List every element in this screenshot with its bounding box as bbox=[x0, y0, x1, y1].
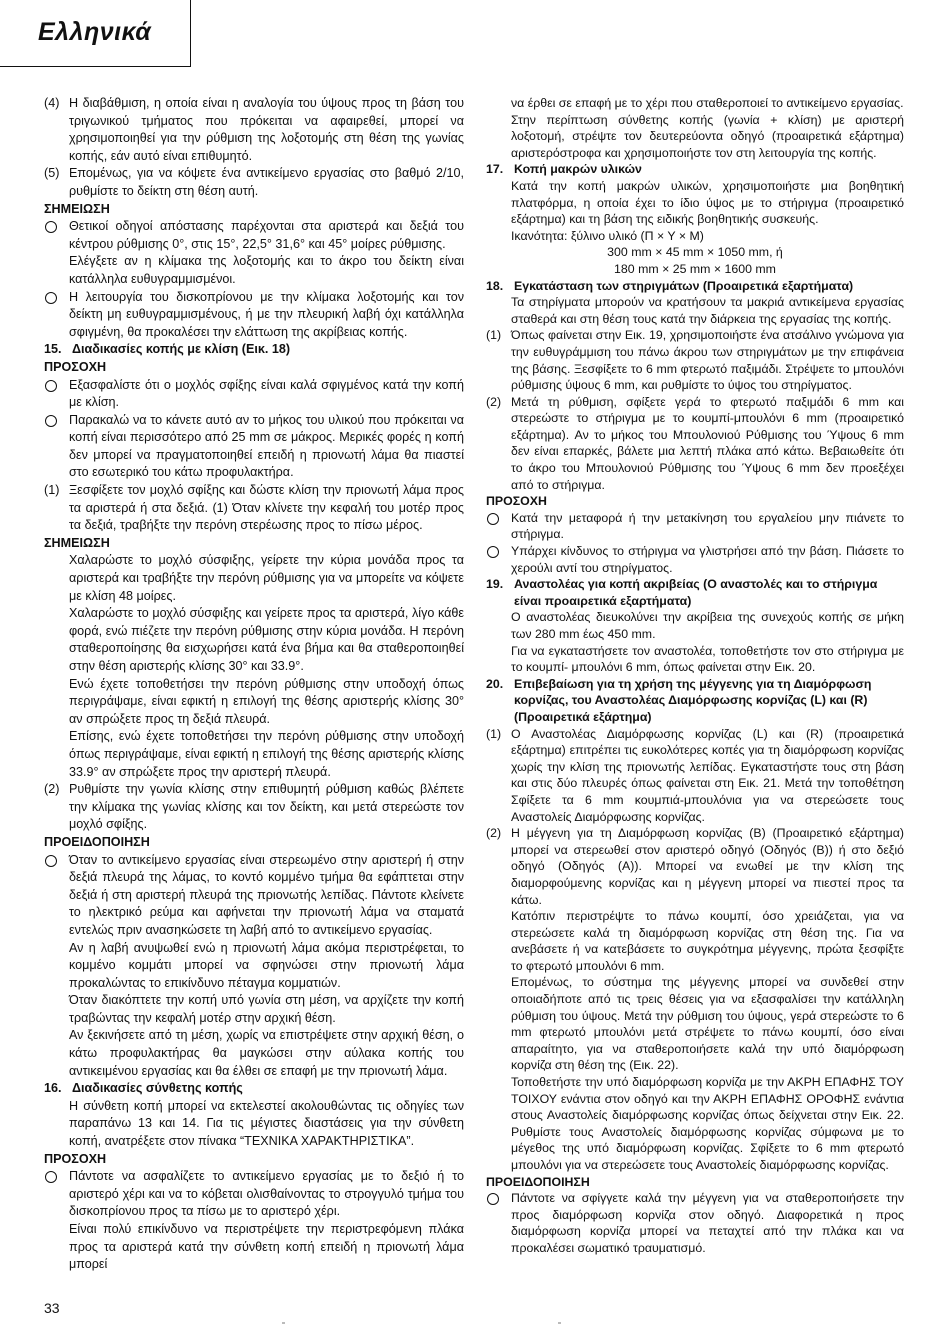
paragraph: Ενώ έχετε τοποθετήσει την περόνη ρύθμισης στην υποδοχή όπως περιγράψαμε, είναι εφικτή η επιλογή της θέσης αριστερής κλίσης 30° αν σπρώξετε προς τη δεξιά πλευρά. bbox=[69, 676, 464, 726]
paragraph: Επομένως, το σύστημα της μέγγενης μπορεί να συνδεθεί στην οποιαδήποτε από τις τρεις θέσεις για να εξασφαλίσει την κατάλληλη ρύθμιση του ύψους. Μετά την ρύθμιση του ύψους, γερά στερεώστε το 6 mm φτερωτό μπουλόνι μετά στρέψετε το πάνω κουμπί, όσο είναι απαραίτητο, για να σταθεροποιήσετε καλά την υπό διαμόρφωση κορνίζα στη θέση της (Εικ. 22). bbox=[511, 975, 904, 1073]
paragraph: Χαλαρώστε το μοχλό σύσφιξης και γείρετε προς τα αριστερά, λίγο κάθε φορά, ενώ πιέζετε την περόνη ρύθμισης στην κύρια μονάδα. Η περόνη σταθεροποίησης θα εισχωρήσει κατά ένα βήμα και θα σταθεροποιηθεί στην θέση αριστερής κλίσης 30° και 33.9°. bbox=[69, 606, 464, 673]
circle-bullet-icon bbox=[45, 415, 57, 427]
paragraph: Ο αναστολέας διευκολύνει την ακρίβεια της συνεχούς κοπής σε μήκη των 280 mm έως 450 mm. bbox=[511, 610, 904, 641]
circle-bullet-icon bbox=[45, 1171, 57, 1183]
paragraph: Κατόπιν περιστρέψτε το πάνω κουμπί, όσο χρειάζεται, για να στερεώσετε καλά τη διαμόρφωση κορνίζας στη θέση της. Για να ανεβάσετε ή να κατεβάσετε το συγκρότημα μέγγενης, πρώτα ξεσφίξτε το φτερωτό μπουλόνι 6 mm. bbox=[511, 909, 904, 973]
paragraph: Όταν διακόπτετε την κοπή υπό γωνία στη μέση, να αρχίζετε την κοπή τραβώντας την κεφαλή μοτέρ στην αρχική θέση. bbox=[69, 993, 464, 1025]
numbered-item bbox=[486, 726, 904, 826]
item-number: (2) bbox=[486, 826, 502, 841]
item-text: Διαδικασίες κοπής με κλίση (Εικ. 18) bbox=[72, 342, 291, 357]
numbered-item bbox=[44, 95, 464, 165]
item-text: Αναστολέας για κοπή ακριβείας (Ο αναστολές και το στήριγμα είναι προαιρετικά εξαρτήματα) bbox=[514, 577, 878, 608]
section-heading bbox=[44, 1080, 464, 1098]
numbered-item bbox=[486, 327, 904, 393]
item-text: Εγκατάσταση των στηριγμάτων (Προαιρετικά εξαρτήματα) bbox=[514, 278, 854, 293]
label-heading: ΠΡΟΣΟΧΗ bbox=[44, 359, 107, 374]
paragraph: Είναι πολύ επικίνδυνο να περιστρέψετε την περιστρεφόμενη πλάκα προς τα αριστερά κατά την σύνθετη κοπή επειδή η πριονωτή λάμα μπορεί bbox=[69, 1222, 464, 1272]
item-text: Η μέγγενη για τη Διαμόρφωση κορνίζας (B) (Προαιρετικό εξάρτημα) μπορεί να στερεωθεί στον αριστερό οδηγό (Οδηγός (B)) ή στο δεξιό οδηγό (Οδηγός (A)). Μπορεί να ενωθεί με την κλίση της διαμορφούμενης κορνίζας και η μέγγενη μπορεί να πιεστεί προς τα κάτω. bbox=[511, 826, 904, 907]
item-text: Ρυθμίστε την γωνία κλίσης στην επιθυμητή ρύθμιση καθώς βλέπετε την κλίμακα της γωνίας κλίσης και τον δείκτη, και μετά στερεώστε τον μοχλό σφίξης. bbox=[69, 782, 464, 832]
item-text: Ο Αναστολέας Διαμόρφωσης κορνίζας (L) και (R) (προαιρετικά εξάρτημα) επιτρέπει τις ευκολότερες κοπές για τη διαμόρφωση κορνίζας χωρίς την κλίση της πριονωτής λεπίδας. Εγκαταστήστε τους στη βάση και στις δύο πλευρές όπως φαίνεται στη Εικ. 21. Μετά την τοποθέτηση Σφίξετε τα 6 mm κουμπιά-μπουλόνια για να στερεώσετε τους Αναστολείς Διαμόρφωσης κορνίζας. bbox=[511, 726, 904, 824]
bullet-item bbox=[486, 1190, 904, 1256]
item-text: Η διαβάθμιση, η οποία είναι η αναλογία του ύψους προς τη βάση του τριγωνικού τμήματος που πρόκειται να αφαιρεθεί, μπορεί να χρησιμοποιηθεί για την ρύθμιση της λοξοτομής στη θέση της γωνίας κοπής, εάν αυτό είναι επιθυμητό. bbox=[69, 96, 464, 163]
paragraph: Αν ξεκινήσετε από τη μέση, χωρίς να επιστρέψετε στην αρχική θέση, ο κάτω προφυλακτήρας θα μαγκώσει στην αύλακα κοπής του αντικειμένου εργασίας και θα έλθει σε επαφή με την πριονωτή λάμα. bbox=[69, 1028, 464, 1078]
paragraph: Επίσης, ενώ έχετε τοποθετήσει την περόνη ρύθμισης στην υποδοχή όπως περιγράψαμε, είναι εφικτή η επιλογή της θέσης αριστερής κλίσης 33.9° αν σπρώξετε προς την αριστερή πλευρά. bbox=[69, 729, 464, 779]
numbered-item bbox=[486, 825, 904, 908]
item-text: Επιβεβαίωση για τη χρήση της μέγγενης για τη Διαμόρφωση κορνίζας, του Αναστολέας Διαμόρφωσης κορνίζας (L) και (R) (Προαιρετικά εξάρτημα) bbox=[514, 676, 872, 724]
bullet-item bbox=[486, 543, 904, 576]
paragraph: Στην περίπτωση σύνθετης κοπής (γωνία + κλίση) με αριστερή λοξοτομή, στρέψτε τον δευτερεύοντα οδηγό (προαιρετικά εξάρτημα) αριστερόστροφα και χρησιμοποιήστε τον στη λειτουργία της κοπής. bbox=[511, 112, 904, 160]
bullet-item bbox=[44, 289, 464, 342]
bullet-text: Όταν το αντικείμενο εργασίας είναι στερεωμένο στην αριστερή ή στην δεξιά πλευρά της λάμας, το κοντό κομμένο τμήμα θα εφάπτεται στην δεξιά ή στη αριστερή πλευρά της πριονωτής λεπίδας. Πάντοτε κλείνετε το ηλεκτρικό ρεύμα και αφήνεται την πριονωτή λάμα να σταματά εντελώς πριν ανασηκώσετε τη λαβή από το αντικείμενο εργασίας. bbox=[69, 852, 464, 937]
item-text: Όπως φαίνεται στην Εικ. 19, χρησιμοποιήστε ένα ατσάλινο γνώμονα για την ευθυγράμμιση του πάνω άκρου των στηριγμάτων με την επιφάνεια της βάσης. Ξεσφίξετε το 6 mm φτερωτό παξιμάδι. Στρέψετε το μπουλόνι ρύθμισης ύψους 6 mm, και ρυθμίστε το ύψος του στηρίγματος. bbox=[511, 328, 904, 393]
bullet-text: Κατά την μεταφορά ή την μετακίνηση του εργαλείου μην πιάνετε το στήριγμα. bbox=[511, 510, 904, 542]
bullet-text: Πάντοτε να σφίγγετε καλά την μέγγενη για να σταθεροποιήσετε την προς διαμόρφωση κορνίζα στον οδηγό. Διαφορετικά η προς διαμόρφωση κορνίζα μπορεί να πεταχτεί από την πλάκα και να προκαλέσει σωματικό τραυματισμό. bbox=[511, 1191, 904, 1255]
section-heading bbox=[44, 341, 464, 359]
item-number: 19. bbox=[486, 577, 504, 592]
bullet-item bbox=[44, 218, 464, 253]
circle-bullet-icon bbox=[45, 292, 57, 304]
bullet-text: Υπάρχει κίνδυνος το στήριγμα να γλιστρήσει από την βάση. Πιάσετε το χερούλι αντί του στηρίγματος. bbox=[511, 544, 904, 575]
paragraph: Κατά την κοπή μακρών υλικών, χρησιμοποιήστε μια βοηθητική πλατφόρμα, η οποία έχει το ίδιο ύψος με το στήριγμα (προαιρετικό εξάρτημα) και τη βάση της ειδικής βοηθητικής συσκευής. bbox=[511, 178, 904, 227]
paragraph: Ελέγξετε αν η κλίμακα της λοξοτομής και το άκρο του δείκτη είναι κατάλληλα ευθυγραμμισμένοι. bbox=[69, 254, 464, 286]
item-number: 17. bbox=[486, 162, 504, 177]
item-text: Διαδικασίες σύνθετης κοπής bbox=[72, 1081, 243, 1096]
bullet-item bbox=[44, 852, 464, 940]
paragraph: Χαλαρώστε το μοχλό σύσφιξης, γείρετε την κύρια μονάδα προς τα αριστερά και τραβήξτε την περόνη ρύθμισης για να μπορείτε να κόψετε με κλίση 48 μοίρες. bbox=[69, 553, 464, 603]
item-text: Ξεσφίξετε τον μοχλό σφίξης και δώστε κλίση την πριονωτή λάμα προς τα αριστερά ή στα δεξιά. (1) Όταν κλίνετε την κεφαλή του μοτέρ προς τα δεξιά, τραβήξτε την περόνη στερέωσης προς το πίσω μέρος. bbox=[69, 483, 464, 533]
section-heading bbox=[486, 161, 904, 178]
right-column bbox=[486, 95, 904, 1257]
crop-mark bbox=[282, 1322, 285, 1324]
section-heading bbox=[486, 278, 904, 295]
paragraph: Ικανότητα: ξύλινο υλικό (Π × Υ × Μ) bbox=[511, 228, 704, 243]
item-number: (2) bbox=[486, 394, 502, 409]
paragraph: Τοποθετήστε την υπό διαμόρφωση κορνίζα με την ΑΚΡΗ ΕΠΑΦΗΣ ΤΟΥ ΤΟΙΧΟΥ ενάντια στον οδηγό και την ΑΚΡΗ ΕΠΑΦΗΣ ΟΡΟΦΗΣ ενάντια στους Αναστολείς διαμόρφωσης κορνίζας όπως δείχνεται στην Εικ. 22. Ρυθμίστε τους Αναστολείς διαμόρφωσης κορνίζας σύμφωνα με το μέγεθος της υπό διαμόρφωση κορνίζας. Σφίξετε το 6 mm φτερωτό μπουλόνι για να στερεώσετε τους Αναστολείς διαμόρφωσης κορνίζας. bbox=[511, 1075, 904, 1172]
circle-bullet-icon bbox=[487, 513, 499, 525]
paragraph: Τα στηρίγματα μπορούν να κρατήσουν τα μακριά αντικείμενα εργασίας σταθερά και στη θέση τους κατά την διάρκεια της εργασίας της κοπής. bbox=[511, 295, 904, 326]
numbered-item bbox=[486, 394, 904, 494]
bullet-item bbox=[44, 412, 464, 482]
circle-bullet-icon bbox=[487, 546, 499, 558]
dimension-line: 300 mm × 45 mm × 1050 mm, ή bbox=[607, 245, 783, 260]
item-number: 16. bbox=[44, 1081, 62, 1096]
circle-bullet-icon bbox=[45, 221, 57, 233]
section-heading bbox=[486, 676, 904, 726]
crop-mark bbox=[558, 1322, 561, 1324]
label-heading: ΠΡΟΣΟΧΗ bbox=[44, 1151, 107, 1166]
label-heading: ΠΡΟΕΙΔΟΠΟΙΗΣΗ bbox=[44, 834, 150, 849]
bullet-text: Παρακαλώ να το κάνετε αυτό αν το μήκος του υλικού που πρόκειται να κοπή είναι περισσότερο από 25 mm σε μάκρος. Μερικές φορές η κοπή δεν μπορεί να πραγματοποιηθεί επειδή η πριονωτή λάμα θα πιαστεί στο εσωτερικό του κάτω προφυλακτήρα. bbox=[69, 412, 464, 480]
bullet-item bbox=[44, 377, 464, 412]
item-text: Κοπή μακρών υλικών bbox=[514, 162, 642, 177]
paragraph: να έρθει σε επαφή με το χέρι που σταθεροποιεί το αντικείμενο εργασίας. bbox=[511, 96, 904, 110]
item-text: Επομένως, για να κόψετε ένα αντικείμενο εργασίας στο βαθμό 2/10, ρυθμίστε το δείκτη στη θέση αυτή. bbox=[69, 166, 464, 198]
label-heading: ΠΡΟΕΙΔΟΠΟΙΗΣΗ bbox=[486, 1174, 590, 1189]
item-number: (5) bbox=[44, 166, 60, 181]
label-heading: ΣΗΜΕΙΩΣΗ bbox=[44, 535, 110, 550]
paragraph: Για να εγκαταστήσετε τον αναστολέα, τοποθετήστε τον στο στήριγμα με το κουμπί- μπουλόνι 6 mm, όπως φαίνεται στην Εικ. 20. bbox=[511, 643, 904, 675]
left-column bbox=[44, 95, 464, 1274]
circle-bullet-icon bbox=[45, 855, 57, 867]
circle-bullet-icon bbox=[45, 380, 57, 392]
label-heading: ΠΡΟΣΟΧΗ bbox=[486, 494, 547, 509]
item-number: (1) bbox=[44, 483, 60, 498]
item-number: (4) bbox=[44, 96, 60, 110]
item-number: 18. bbox=[486, 278, 504, 293]
bullet-item bbox=[486, 510, 904, 543]
paragraph: Αν η λαβή ανυψωθεί ενώ η πριονωτή λάμα ακόμα περιστρέφεται, το κομμένο κομμάτι μπορεί να σφηνώσει στην πριονωτή λάμα προκαλώντας το επικίνδυνο πέταγμα κομματιών. bbox=[69, 940, 464, 990]
bullet-text: Θετικοί οδηγοί απόστασης παρέχονται στα αριστερά και δεξιά του κέντρου ρύθμισης 0°, στις 15°, 22,5° 31,6° και 45° μοίρες ρύθμισης. bbox=[69, 219, 464, 251]
numbered-item bbox=[44, 482, 464, 535]
bullet-text: Η λειτουργία του δισκοπρίονου με την κλίμακα λοξοτομής και τον δείκτη μη ευθυγραμμισμένους, ή με την πλευρική λαβή όχι κατάλληλα σφιγμένη, θα προκαλέσει την ελάττωση της ακρίβειας κοπής. bbox=[69, 289, 464, 339]
item-number: (1) bbox=[486, 726, 502, 741]
numbered-item bbox=[44, 781, 464, 834]
item-text: Μετά τη ρύθμιση, σφίξετε γερά το φτερωτό παξιμάδι 6 mm και στερεώστε το στήριγμα με το κουμπί-μπουλόνι 6 mm (προαιρετικό εξάρτημα). Αν το μήκος του Μπουλονιού Ρύθμισης του Ύψους 6 mm δεν είναι επαρκές, βάλετε μια λεπτή πλάκα από κάτω. Βεβαιωθείτε ότι το άκρο του Μπουλονιού Ρύθμισης του Ύψους 6 mm δεν προεξέχει από το στήριγμα. bbox=[511, 394, 904, 492]
bullet-item bbox=[44, 1168, 464, 1221]
bullet-text: Πάντοτε να ασφαλίζετε το αντικείμενο εργασίας με το δεξιό ή το αριστερό χέρι και να το κόβεται ολισθαίνοντας το στρογγυλό τμήμα του δισκοπρίονου προς τα πίσω με το αριστερό χέρι. bbox=[69, 1169, 464, 1219]
language-label: Ελληνικά bbox=[38, 18, 152, 46]
item-number: 15. bbox=[44, 342, 62, 357]
paragraph: Η σύνθετη κοπή μπορεί να εκτελεστεί ακολουθώντας τις οδηγίες των παραπάνω 13 και 14. Για τις μέγιστες διαστάσεις για την σύνθετη κοπή, ανατρέξετε στον πίνακα “ΤΕΧΝΙΚΑ ΧΑΡΑΚΤΗΡΙΣΤΙΚΑ”. bbox=[69, 1098, 464, 1149]
label-heading: ΣΗΜΕΙΩΣΗ bbox=[44, 201, 110, 216]
circle-bullet-icon bbox=[487, 1193, 499, 1205]
section-heading bbox=[486, 576, 904, 609]
item-number: 20. bbox=[486, 676, 504, 691]
numbered-item bbox=[44, 165, 464, 200]
page-number: 33 bbox=[44, 1300, 60, 1316]
bullet-text: Εξασφαλίστε ότι ο μοχλός σφίξης είναι καλά σφιγμένος κατά την κοπή με κλίση. bbox=[69, 377, 464, 410]
item-number: (2) bbox=[44, 782, 60, 797]
item-number: (1) bbox=[486, 328, 502, 343]
language-tab bbox=[0, 0, 191, 67]
dimension-line: 180 mm × 25 mm × 1600 mm bbox=[614, 261, 776, 276]
